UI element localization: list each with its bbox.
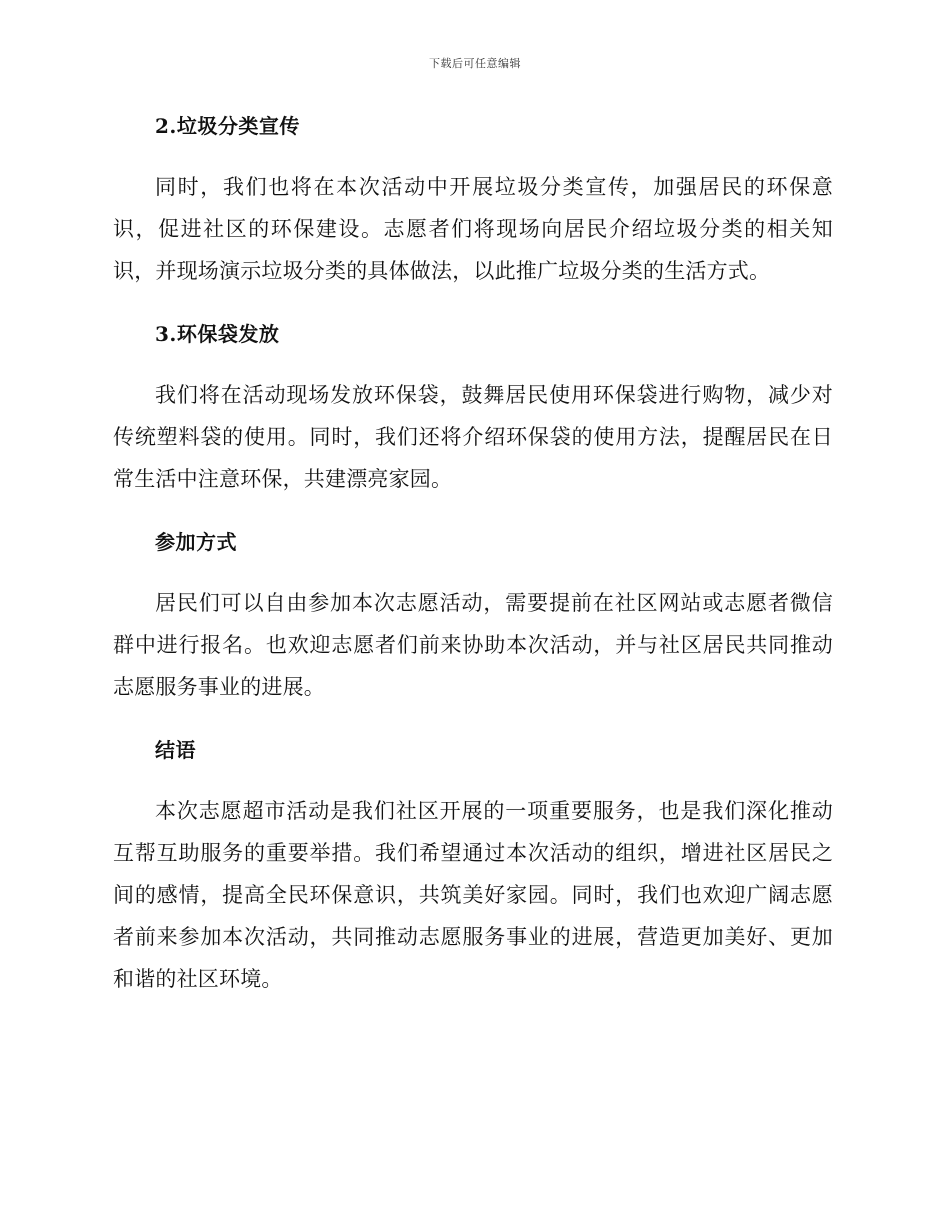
- section-body-eco-bags: 我们将在活动现场发放环保袋，鼓舞居民使用环保袋进行购物，减少对传统塑料袋的使用。同时，我们还将介绍环保袋的使用方法，提醒居民在日常生活中注意环保，共建漂亮家园。: [113, 383, 833, 491]
- page-header: 下载后可任意编辑: [429, 57, 521, 70]
- document-body: [113, 108, 833, 1024]
- section-body-participation: 居民们可以自由参加本次志愿活动，需要提前在社区网站或志愿者微信群中进行报名。也欢迎志愿者们前来协助本次活动，并与社区居民共同推动志愿服务事业的进展。: [113, 591, 833, 699]
- section-heading-eco-bags: 3.环保袋发放: [155, 322, 280, 346]
- section-heading-waste-sorting: 2.垃圾分类宣传: [155, 114, 300, 138]
- section-body-conclusion: 本次志愿超市活动是我们社区开展的一项重要服务，也是我们深化推动互帮互助服务的重要举措。我们希望通过本次活动的组织，增进社区居民之间的感情，提高全民环保意识，共筑美好家园。同时，我们也欢迎广阔志愿者前来参加本次活动，共同推动志愿服务事业的进展，营造更加美好、更加和谐的社区环境。: [113, 799, 833, 991]
- section-heading-participation: 参加方式: [155, 530, 237, 554]
- section-body-waste-sorting: 同时，我们也将在本次活动中开展垃圾分类宣传，加强居民的环保意识，促进社区的环保建设。志愿者们将现场向居民介绍垃圾分类的相关知识，并现场演示垃圾分类的具体做法，以此推广垃圾分类的生活方式。: [113, 175, 833, 283]
- section-heading-conclusion: 结语: [155, 738, 196, 762]
